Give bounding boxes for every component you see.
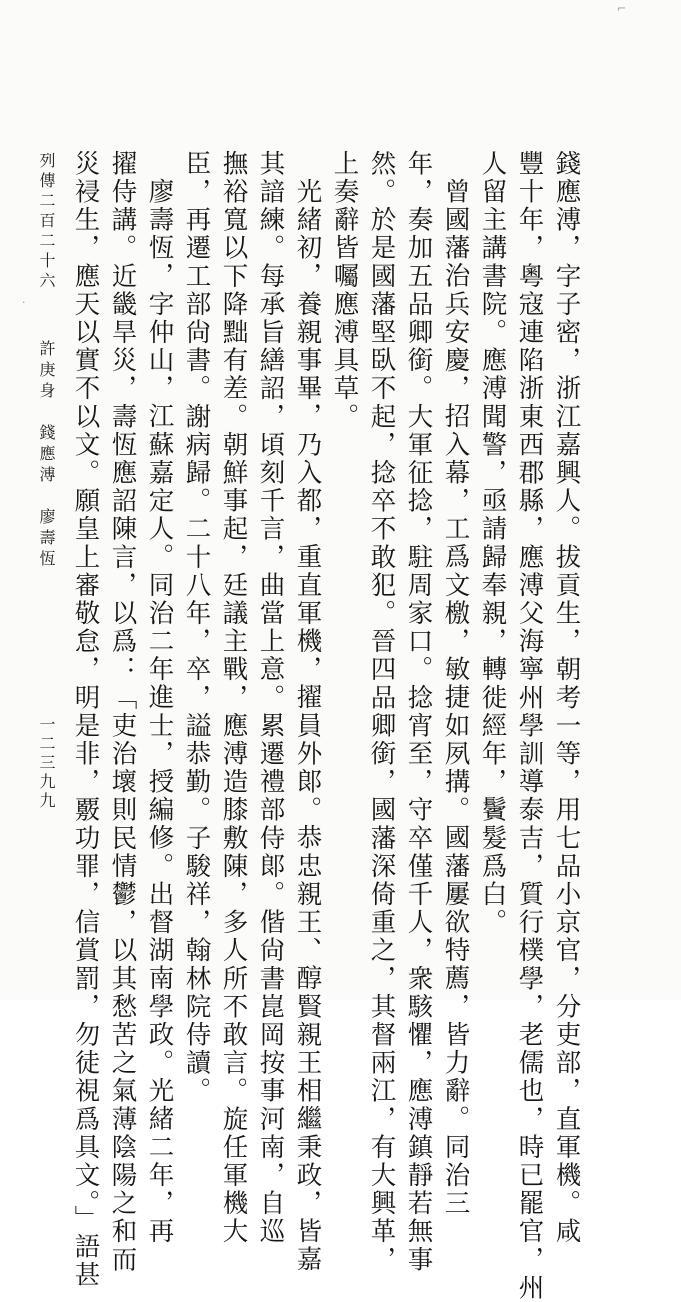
text-column-5: 年，奏加五品卿銜。大軍征捻，駐周家口。捻宵至，守卒僅千人，衆駭懼，應溥鎮靜若無事 [403, 150, 434, 1274]
text-column-13: 擢侍講。近畿旱災，壽恆應詔陳言，以爲：「吏治壞則民情鬱，以其愁苦之氣薄陰陽之和而 [107, 150, 138, 1274]
text-column-14: 災祲生，應天以實不以文。願皇上審敬怠，明是非，覈功罪，信賞罰，勿徒視爲具文。」語甚 [70, 150, 101, 1290]
text-column-2: 豐十年，粵寇連陷浙東西郡縣，應溥父海寧州學訓導泰吉，質行樸學，老儒也，時已罷官，州 [514, 150, 545, 1302]
text-column-3: 人留主講書院。應溥聞警，亟請歸奉親，轉徙經年，鬢髮爲白。 [477, 150, 508, 937]
text-column-4: 曾國藩治兵安慶，招入幕，工爲文檄，敏捷如夙搆。國藩屢欲特薦，皆力辭。同治三 [440, 178, 471, 1218]
text-column-12: 廖壽恆，字仲山，江蘇嘉定人。同治二年進士，授編修。出督湖南學政。光緒二年，再 [144, 178, 175, 1246]
chapter-label: 列傳二百二十六 [37, 152, 56, 292]
text-column-8: 光緒初，養親事畢，乃入都，重直軍機，擢員外郞。恭忠親王、醇賢親王相繼秉政，皆嘉 [292, 178, 323, 1274]
text-column-6: 然。於是國藩堅臥不起，捻卒不敢犯。晉四品卿銜，國藩深倚重之，其督兩江，有大興革， [366, 150, 397, 1274]
text-column-7: 上奏辭皆囑應溥具草。 [329, 150, 360, 431]
text-column-10: 撫裕寬以下降黜有差。朝鮮事起，廷議主戰，應溥造膝敷陳，多人所不敢言。旋任軍機大 [218, 150, 249, 1246]
page-number: 一二三九九 [37, 716, 56, 811]
scan-mark-left: · [22, 296, 26, 309]
text-column-11: 臣，再遷工部尙書。謝病歸。二十八年，卒，謚恭勤。子駿祥，翰林院侍讀。 [181, 150, 212, 1106]
biography-names: 許庚身 錢應溥 廖壽恆 [37, 340, 56, 571]
scan-mark-top: ⌐ [617, 2, 627, 15]
text-column-1: 錢應溥，字子密，浙江嘉興人。拔貢生，朝考一等，用七品小京官，分吏部，直軍機。咸 [551, 150, 582, 1246]
text-column-9: 其諳練。每承旨繕詔，頃刻千言，曲當上意。累遷禮部侍郞。偕尙書崑岡按事河南，自巡 [255, 150, 286, 1246]
